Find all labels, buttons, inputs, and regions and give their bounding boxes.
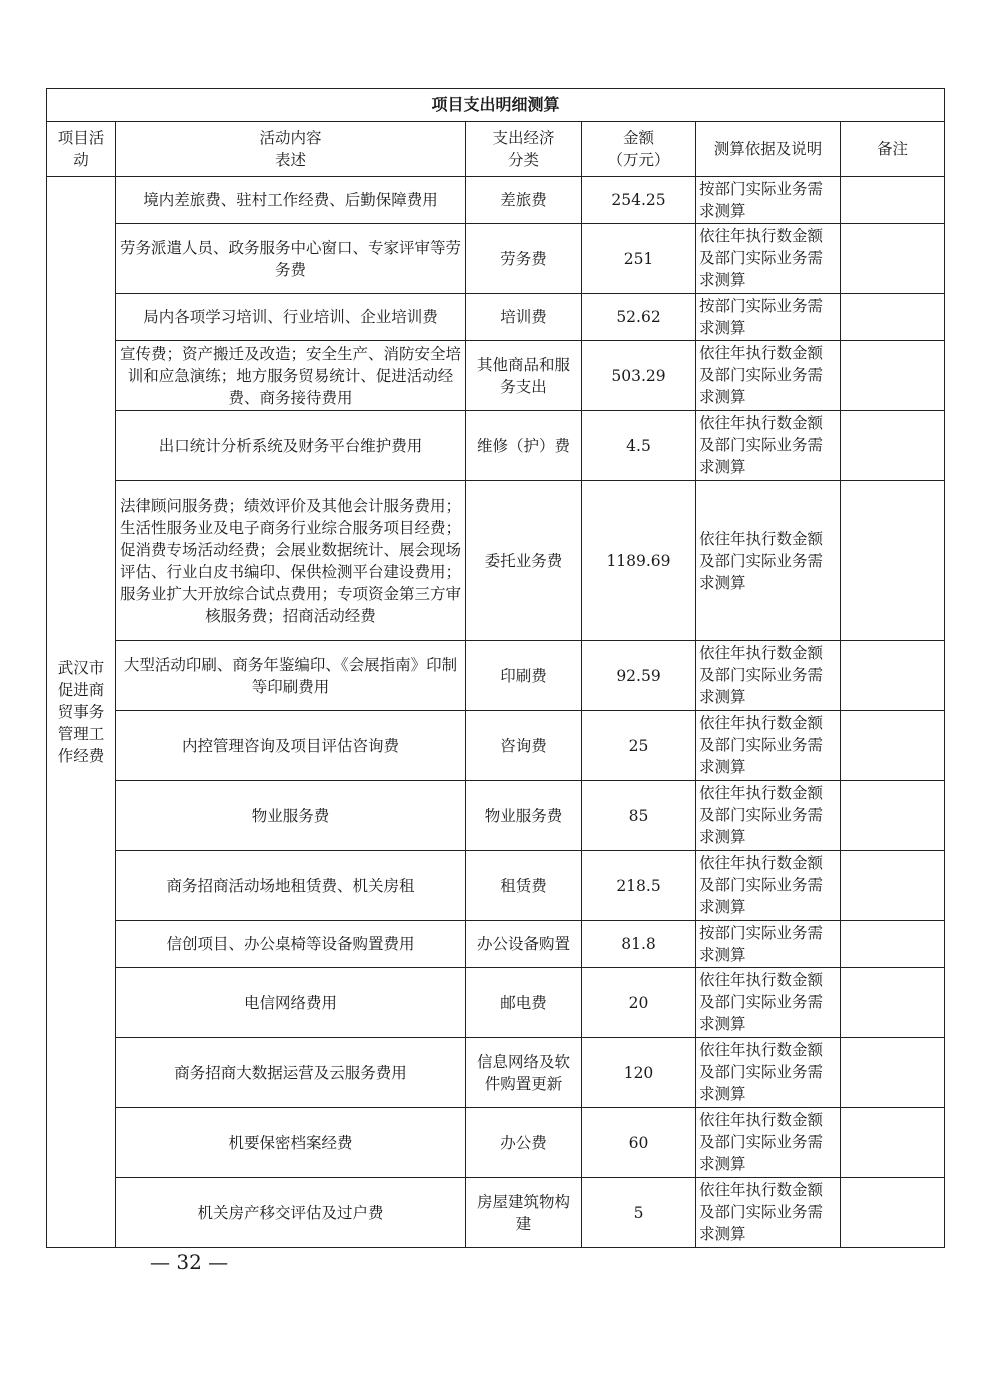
header-basis: 测算依据及说明: [696, 122, 841, 177]
table-row: [47, 341, 945, 411]
row-category: 印刷费: [466, 641, 582, 711]
row-remark: [841, 294, 945, 341]
header-content: 活动内容 表述: [116, 122, 466, 177]
row-remark: [841, 1178, 945, 1248]
row-amount: 52.62: [582, 294, 696, 341]
header-category: 支出经济 分类: [466, 122, 582, 177]
header-remark: 备注: [841, 122, 945, 177]
row-remark: [841, 711, 945, 781]
row-content: 机要保密档案经费: [116, 1108, 466, 1178]
table-row: [47, 641, 945, 711]
row-remark: [841, 641, 945, 711]
row-basis: 依往年执行数金额 及部门实际业务需 求测算: [696, 968, 841, 1038]
row-remark: [841, 921, 945, 968]
table-title: 项目支出明细测算: [47, 89, 945, 122]
row-basis: 依往年执行数金额 及部门实际业务需 求测算: [696, 781, 841, 851]
row-content: 宣传费；资产搬迁及改造；安全生产、消防安全培训和应急演练；地方服务贸易统计、促进活动经费、商务接待费用: [116, 341, 466, 411]
row-amount: 60: [582, 1108, 696, 1178]
row-amount: 254.25: [582, 177, 696, 224]
row-content: 机关房产移交评估及过户费: [116, 1178, 466, 1248]
row-amount: 92.59: [582, 641, 696, 711]
row-amount: 503.29: [582, 341, 696, 411]
row-category: 其他商品和服 务支出: [466, 341, 582, 411]
table-row: [47, 1038, 945, 1108]
row-basis: 依往年执行数金额 及部门实际业务需 求测算: [696, 411, 841, 481]
table-row: [47, 781, 945, 851]
row-remark: [841, 1108, 945, 1178]
row-content: 局内各项学习培训、行业培训、企业培训费: [116, 294, 466, 341]
row-amount: 25: [582, 711, 696, 781]
row-content: 电信网络费用: [116, 968, 466, 1038]
expenditure-table: [46, 88, 945, 1248]
header-project: 项目活 动: [47, 122, 116, 177]
row-category: 咨询费: [466, 711, 582, 781]
table-row: [47, 411, 945, 481]
row-content: 商务招商活动场地租赁费、机关房租: [116, 851, 466, 921]
table-row: [47, 1178, 945, 1248]
project-name: 武汉市 促进商 贸事务 管理工 作经费: [47, 177, 116, 1248]
row-amount: 81.8: [582, 921, 696, 968]
row-amount: 5: [582, 1178, 696, 1248]
row-category: 房屋建筑物构 建: [466, 1178, 582, 1248]
row-content: 信创项目、办公桌椅等设备购置费用: [116, 921, 466, 968]
row-category: 邮电费: [466, 968, 582, 1038]
row-content: 内控管理咨询及项目评估咨询费: [116, 711, 466, 781]
row-amount: 20: [582, 968, 696, 1038]
row-content: 法律顾问服务费；绩效评价及其他会计服务费用；生活性服务业及电子商务行业综合服务项目经费；促消费专场活动经费；会展业数据统计、展会现场评估、行业白皮书编印、保供检测平台建设费用；服务业扩大开放综合试点费用；专项资金第三方审核服务费；招商活动经费: [116, 481, 466, 641]
row-remark: [841, 968, 945, 1038]
table-row: [47, 177, 945, 224]
row-basis: 依往年执行数金额 及部门实际业务需 求测算: [696, 641, 841, 711]
table-row: [47, 851, 945, 921]
row-content: 境内差旅费、驻村工作经费、后勤保障费用: [116, 177, 466, 224]
row-content: 出口统计分析系统及财务平台维护费用: [116, 411, 466, 481]
row-basis: 按部门实际业务需 求测算: [696, 177, 841, 224]
row-remark: [841, 341, 945, 411]
row-remark: [841, 224, 945, 294]
row-basis: 依往年执行数金额 及部门实际业务需 求测算: [696, 481, 841, 641]
row-remark: [841, 481, 945, 641]
row-remark: [841, 1038, 945, 1108]
table-row: [47, 224, 945, 294]
row-category: 物业服务费: [466, 781, 582, 851]
row-category: 委托业务费: [466, 481, 582, 641]
row-category: 办公费: [466, 1108, 582, 1178]
table-row: [47, 711, 945, 781]
row-basis: 依往年执行数金额 及部门实际业务需 求测算: [696, 341, 841, 411]
row-category: 培训费: [466, 294, 582, 341]
row-content: 商务招商大数据运营及云服务费用: [116, 1038, 466, 1108]
row-category: 租赁费: [466, 851, 582, 921]
table-row: [47, 481, 945, 641]
table-row: [47, 294, 945, 341]
table-row: [47, 968, 945, 1038]
row-category: 信息网络及软 件购置更新: [466, 1038, 582, 1108]
table-row: [47, 921, 945, 968]
row-basis: 依往年执行数金额 及部门实际业务需 求测算: [696, 1108, 841, 1178]
row-amount: 85: [582, 781, 696, 851]
row-remark: [841, 781, 945, 851]
row-category: 办公设备购置: [466, 921, 582, 968]
row-content: 劳务派遣人员、政务服务中心窗口、专家评审等劳务费: [116, 224, 466, 294]
row-basis: 依往年执行数金额 及部门实际业务需 求测算: [696, 1038, 841, 1108]
row-category: 差旅费: [466, 177, 582, 224]
row-basis: 依往年执行数金额 及部门实际业务需 求测算: [696, 224, 841, 294]
row-amount: 1189.69: [582, 481, 696, 641]
row-amount: 4.5: [582, 411, 696, 481]
row-basis: 按部门实际业务需 求测算: [696, 921, 841, 968]
row-amount: 251: [582, 224, 696, 294]
table-row: [47, 1108, 945, 1178]
row-basis: 依往年执行数金额 及部门实际业务需 求测算: [696, 1178, 841, 1248]
page-number: — 32 —: [150, 1250, 229, 1274]
row-basis: 按部门实际业务需 求测算: [696, 294, 841, 341]
header-amount: 金额 （万元）: [582, 122, 696, 177]
row-category: 维修（护）费: [466, 411, 582, 481]
row-remark: [841, 411, 945, 481]
row-remark: [841, 851, 945, 921]
row-content: 物业服务费: [116, 781, 466, 851]
row-amount: 120: [582, 1038, 696, 1108]
row-content: 大型活动印刷、商务年鉴编印、《会展指南》印制等印刷费用: [116, 641, 466, 711]
row-amount: 218.5: [582, 851, 696, 921]
row-basis: 依往年执行数金额 及部门实际业务需 求测算: [696, 851, 841, 921]
row-basis: 依往年执行数金额 及部门实际业务需 求测算: [696, 711, 841, 781]
row-remark: [841, 177, 945, 224]
row-category: 劳务费: [466, 224, 582, 294]
